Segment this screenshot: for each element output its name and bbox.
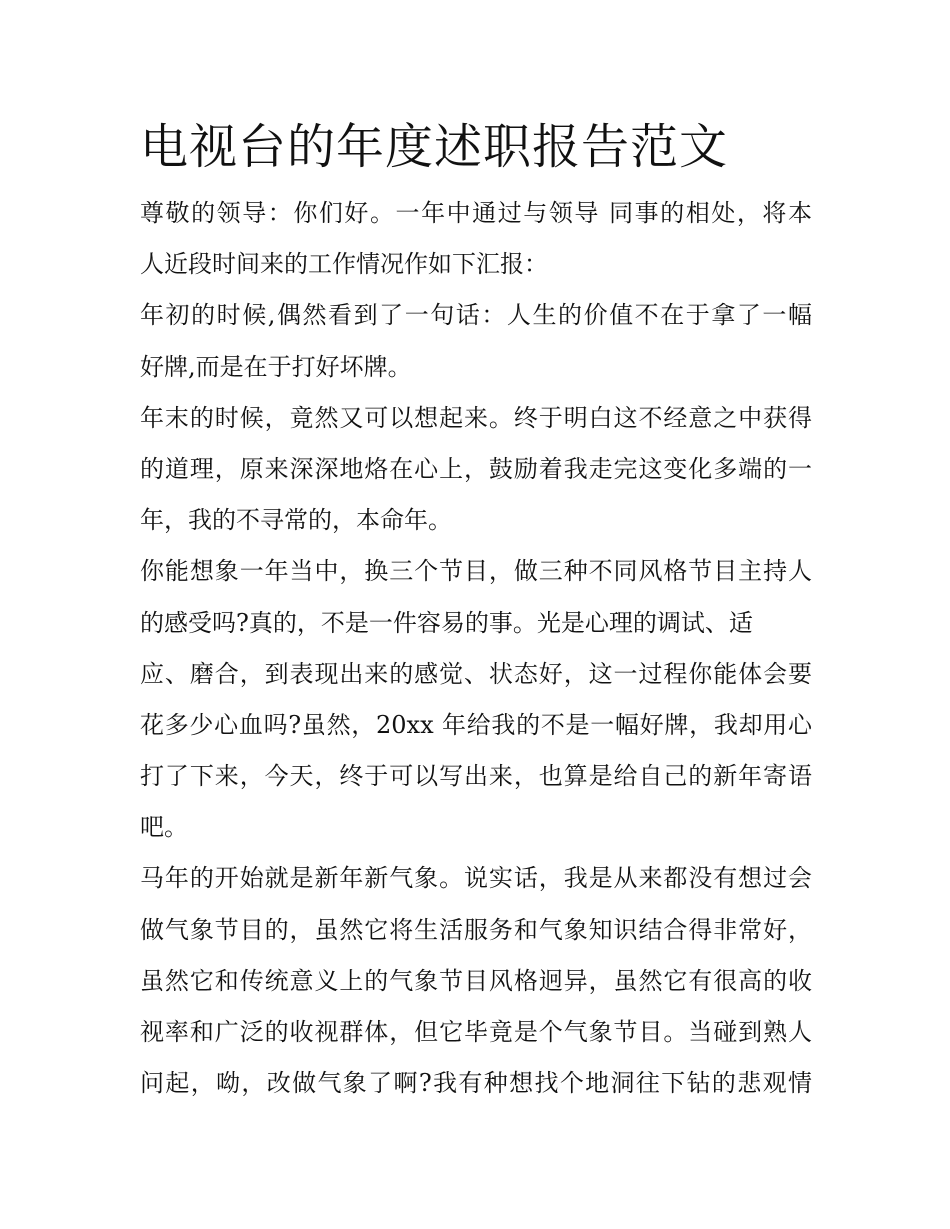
body-text-line: 尊敬的领导：你们好。一年中通过与领导 同事的相处，将本 [140, 199, 812, 227]
body-text-line: 视率和广泛的收视群体，但它毕竟是个气象节目。当碰到熟人 [140, 1018, 812, 1046]
document-body [140, 188, 812, 1109]
body-text-line: 人近段时间来的工作情况作如下汇报： [140, 250, 548, 279]
body-text-line: 问起，呦，改做气象了啊?我有种想找个地洞往下钻的悲观情 [140, 1069, 812, 1098]
body-text-line: 马年的开始就是新年新气象。说实话，我是从来都没有想过会 [140, 864, 812, 893]
body-text-line: 吧。 [140, 813, 188, 842]
body-text-line: 年，我的不寻常的，本命年。 [140, 506, 452, 535]
body-text-line: 年初的时候,偶然看到了一句话：人生的价值不在于拿了一幅 [140, 301, 812, 330]
body-text-line: 虽然它和传统意义上的气象节目风格迥异，虽然它有很高的收 [140, 966, 812, 995]
body-text-line: 做气象节目的，虽然它将生活服务和气象知识结合得非常好， [140, 915, 812, 944]
document-page [140, 112, 812, 1109]
body-text-line: 好牌,而是在于打好坏牌。 [140, 352, 412, 381]
body-text-line: 你能想象一年当中，换三个节目，做三种不同风格节目主持人 [140, 557, 812, 586]
body-text-line: 的道理，原来深深地烙在心上，鼓励着我走完这变化多端的一 [140, 454, 812, 483]
body-text-line: 花多少心血吗?虽然，20xx 年给我的不是一幅好牌，我却用心 [140, 710, 812, 739]
body-text-line: 应、磨合，到表现出来的感觉、状态好，这一过程你能体会要 [140, 659, 812, 688]
body-text-line: 打了下来，今天，终于可以写出来，也算是给自己的新年寄语 [140, 762, 812, 791]
body-text-line: 年末的时候，竟然又可以想起来。终于明白这不经意之中获得 [140, 403, 812, 432]
document-title: 电视台的年度述职报告范文 [140, 119, 729, 175]
body-text-line: 的感受吗?真的，不是一件容易的事。光是心理的调试、适 [140, 608, 753, 637]
